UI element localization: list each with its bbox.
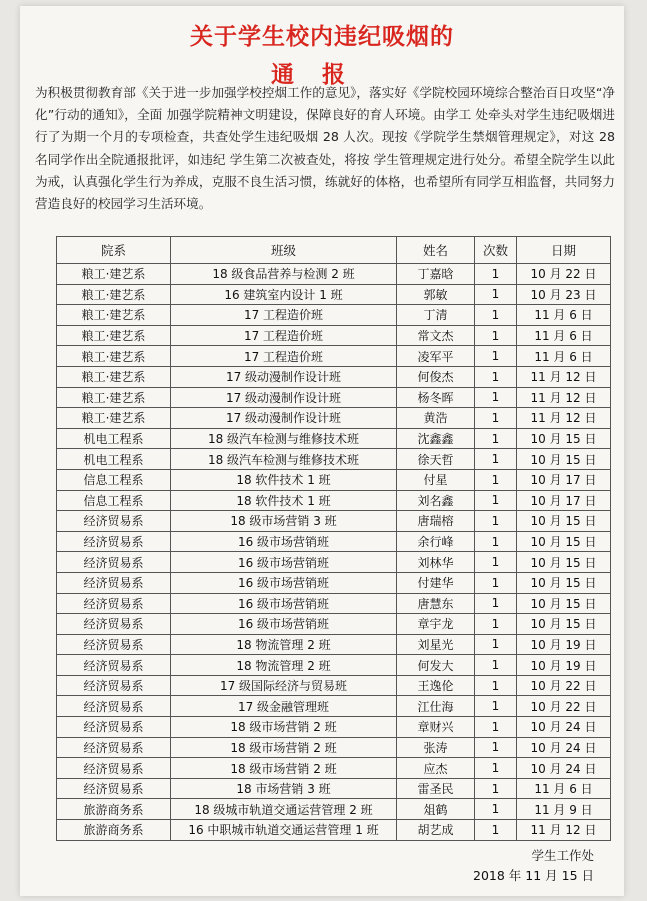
cell-class: 16 级市场营销班	[171, 593, 397, 614]
cell-count: 1	[475, 799, 517, 820]
cell-class: 17 工程造价班	[171, 305, 397, 326]
cell-date: 10 月 15 日	[517, 552, 611, 573]
header-count: 次数	[475, 237, 517, 264]
cell-count: 1	[475, 593, 517, 614]
table-row	[57, 428, 611, 449]
table-row	[57, 305, 611, 326]
table-row	[57, 366, 611, 387]
signature-block	[473, 846, 594, 886]
cell-class: 16 级市场营销班	[171, 531, 397, 552]
cell-department: 经济贸易系	[57, 614, 171, 635]
cell-count: 1	[475, 305, 517, 326]
cell-date: 10 月 19 日	[517, 655, 611, 676]
cell-department: 粮工·建艺系	[57, 346, 171, 367]
cell-count: 1	[475, 449, 517, 470]
cell-name: 付星	[397, 469, 475, 490]
cell-department: 粮工·建艺系	[57, 325, 171, 346]
table-row	[57, 634, 611, 655]
cell-department: 经济贸易系	[57, 593, 171, 614]
table-row	[57, 737, 611, 758]
signature-org: 学生工作处	[531, 848, 594, 863]
cell-name: 雷圣民	[397, 778, 475, 799]
header-department: 院系	[57, 237, 171, 264]
cell-department: 经济贸易系	[57, 758, 171, 779]
table-row	[57, 552, 611, 573]
cell-class: 17 级动漫制作设计班	[171, 387, 397, 408]
cell-date: 11 月 12 日	[517, 820, 611, 841]
cell-class: 17 工程造价班	[171, 346, 397, 367]
cell-date: 10 月 22 日	[517, 696, 611, 717]
cell-date: 11 月 12 日	[517, 387, 611, 408]
cell-name: 章财兴	[397, 717, 475, 738]
cell-name: 刘林华	[397, 552, 475, 573]
cell-date: 10 月 15 日	[517, 614, 611, 635]
cell-date: 10 月 23 日	[517, 284, 611, 305]
table-row	[57, 490, 611, 511]
cell-date: 10 月 15 日	[517, 449, 611, 470]
cell-department: 经济贸易系	[57, 675, 171, 696]
cell-count: 1	[475, 614, 517, 635]
cell-class: 18 级城市轨道交通运营管理 2 班	[171, 799, 397, 820]
table-row	[57, 264, 611, 285]
cell-class: 18 市场营销 3 班	[171, 778, 397, 799]
cell-date: 10 月 22 日	[517, 264, 611, 285]
cell-name: 刘名鑫	[397, 490, 475, 511]
cell-name: 俎鹤	[397, 799, 475, 820]
cell-count: 1	[475, 696, 517, 717]
cell-class: 18 级汽车检测与维修技术班	[171, 428, 397, 449]
table-row	[57, 346, 611, 367]
cell-count: 1	[475, 572, 517, 593]
cell-class: 18 级市场营销 2 班	[171, 717, 397, 738]
cell-count: 1	[475, 428, 517, 449]
cell-name: 沈鑫鑫	[397, 428, 475, 449]
cell-department: 经济贸易系	[57, 778, 171, 799]
cell-department: 经济贸易系	[57, 572, 171, 593]
table-row	[57, 799, 611, 820]
table-row	[57, 675, 611, 696]
header-class: 班级	[171, 237, 397, 264]
cell-count: 1	[475, 346, 517, 367]
cell-count: 1	[475, 284, 517, 305]
cell-count: 1	[475, 778, 517, 799]
cell-name: 江仕海	[397, 696, 475, 717]
cell-date: 11 月 6 日	[517, 778, 611, 799]
cell-class: 18 物流管理 2 班	[171, 634, 397, 655]
cell-name: 凌军平	[397, 346, 475, 367]
cell-department: 经济贸易系	[57, 655, 171, 676]
cell-date: 10 月 19 日	[517, 634, 611, 655]
cell-department: 经济贸易系	[57, 717, 171, 738]
cell-class: 18 级市场营销 2 班	[171, 737, 397, 758]
table-row	[57, 696, 611, 717]
cell-date: 10 月 24 日	[517, 717, 611, 738]
notice-subtitle: 通报	[271, 62, 373, 88]
table-row	[57, 717, 611, 738]
cell-date: 11 月 12 日	[517, 366, 611, 387]
cell-count: 1	[475, 655, 517, 676]
cell-department: 粮工·建艺系	[57, 284, 171, 305]
cell-count: 1	[475, 737, 517, 758]
cell-name: 杨冬晖	[397, 387, 475, 408]
cell-department: 信息工程系	[57, 469, 171, 490]
cell-count: 1	[475, 490, 517, 511]
table-row	[57, 284, 611, 305]
cell-name: 张涛	[397, 737, 475, 758]
cell-name: 何发大	[397, 655, 475, 676]
cell-name: 丁清	[397, 305, 475, 326]
cell-department: 经济贸易系	[57, 531, 171, 552]
cell-date: 10 月 17 日	[517, 490, 611, 511]
cell-date: 10 月 15 日	[517, 511, 611, 532]
cell-count: 1	[475, 469, 517, 490]
header-date: 日期	[517, 237, 611, 264]
cell-name: 郭敏	[397, 284, 475, 305]
cell-count: 1	[475, 408, 517, 429]
cell-name: 应杰	[397, 758, 475, 779]
cell-date: 11 月 9 日	[517, 799, 611, 820]
cell-department: 粮工·建艺系	[57, 387, 171, 408]
cell-date: 10 月 15 日	[517, 428, 611, 449]
table-row	[57, 531, 611, 552]
cell-class: 17 级动漫制作设计班	[171, 366, 397, 387]
cell-count: 1	[475, 325, 517, 346]
cell-name: 付建华	[397, 572, 475, 593]
table-row	[57, 572, 611, 593]
cell-date: 10 月 24 日	[517, 737, 611, 758]
cell-class: 16 建筑室内设计 1 班	[171, 284, 397, 305]
cell-class: 17 级动漫制作设计班	[171, 408, 397, 429]
notice-body-text: 为积极贯彻教育部《关于进一步加强学校控烟工作的意见》，落实好《学院校园环境综合整治百日攻坚“净化”行动的通知》，全面 加强学院精神文明建设，保障良好的育人环境。由学工 处牵头对学生违纪吸烟进行了为期一个月的专项检查，共查处学生违纪吸烟 28 人次。现按《学院学生禁烟管理规定》，对这 28 名同学作出全院通报批评，如违纪 学生第二次被查处，将按 学生管理规定进行处分。希望全院学生以此为戒，认真强化学生行为养成，克服不良生活习惯，练就好的体格，也希望所有同学互相监督，共同努力营造良好的校园学习生活环境。	[35, 85, 615, 212]
cell-name: 丁嘉晗	[397, 264, 475, 285]
cell-date: 11 月 6 日	[517, 305, 611, 326]
table-row	[57, 614, 611, 635]
table-body	[57, 264, 611, 841]
cell-class: 16 级市场营销班	[171, 572, 397, 593]
cell-class: 17 级金融管理班	[171, 696, 397, 717]
cell-class: 18 软件技术 1 班	[171, 469, 397, 490]
cell-name: 王逸伦	[397, 675, 475, 696]
table-row	[57, 511, 611, 532]
cell-department: 旅游商务系	[57, 799, 171, 820]
cell-count: 1	[475, 511, 517, 532]
notice-poster	[20, 6, 624, 896]
cell-class: 16 级市场营销班	[171, 614, 397, 635]
table-row	[57, 449, 611, 470]
cell-department: 信息工程系	[57, 490, 171, 511]
cell-department: 经济贸易系	[57, 696, 171, 717]
cell-name: 章宇龙	[397, 614, 475, 635]
cell-date: 11 月 12 日	[517, 408, 611, 429]
cell-name: 胡艺成	[397, 820, 475, 841]
table-row	[57, 469, 611, 490]
cell-count: 1	[475, 387, 517, 408]
cell-department: 经济贸易系	[57, 511, 171, 532]
cell-date: 10 月 22 日	[517, 675, 611, 696]
cell-department: 经济贸易系	[57, 634, 171, 655]
cell-name: 常文杰	[397, 325, 475, 346]
cell-department: 粮工·建艺系	[57, 408, 171, 429]
violation-table	[56, 236, 611, 841]
cell-count: 1	[475, 717, 517, 738]
cell-date: 11 月 6 日	[517, 325, 611, 346]
table-row	[57, 820, 611, 841]
table-row	[57, 387, 611, 408]
table-row	[57, 325, 611, 346]
cell-date: 10 月 24 日	[517, 758, 611, 779]
cell-count: 1	[475, 634, 517, 655]
table-row	[57, 758, 611, 779]
cell-department: 粮工·建艺系	[57, 366, 171, 387]
cell-department: 旅游商务系	[57, 820, 171, 841]
cell-class: 18 物流管理 2 班	[171, 655, 397, 676]
header-name: 姓名	[397, 237, 475, 264]
cell-count: 1	[475, 820, 517, 841]
cell-count: 1	[475, 675, 517, 696]
cell-name: 唐慧东	[397, 593, 475, 614]
signature-date: 2018 年 11 月 15 日	[473, 868, 594, 883]
cell-department: 粮工·建艺系	[57, 264, 171, 285]
cell-class: 18 级汽车检测与维修技术班	[171, 449, 397, 470]
cell-name: 黄浩	[397, 408, 475, 429]
cell-class: 18 级食品营养与检测 2 班	[171, 264, 397, 285]
cell-name: 唐瑞榕	[397, 511, 475, 532]
cell-class: 18 软件技术 1 班	[171, 490, 397, 511]
cell-name: 余行峰	[397, 531, 475, 552]
cell-department: 机电工程系	[57, 428, 171, 449]
cell-class: 17 工程造价班	[171, 325, 397, 346]
table-row	[57, 655, 611, 676]
cell-department: 经济贸易系	[57, 552, 171, 573]
cell-date: 11 月 6 日	[517, 346, 611, 367]
cell-name: 刘星光	[397, 634, 475, 655]
cell-date: 10 月 15 日	[517, 593, 611, 614]
cell-name: 何俊杰	[397, 366, 475, 387]
cell-class: 16 级市场营销班	[171, 552, 397, 573]
cell-count: 1	[475, 552, 517, 573]
table-header-row	[57, 237, 611, 264]
cell-count: 1	[475, 758, 517, 779]
cell-department: 机电工程系	[57, 449, 171, 470]
cell-department: 经济贸易系	[57, 737, 171, 758]
table-row	[57, 778, 611, 799]
cell-count: 1	[475, 264, 517, 285]
cell-class: 17 级国际经济与贸易班	[171, 675, 397, 696]
cell-department: 粮工·建艺系	[57, 305, 171, 326]
table-row	[57, 408, 611, 429]
cell-name: 徐天哲	[397, 449, 475, 470]
cell-count: 1	[475, 531, 517, 552]
cell-date: 10 月 15 日	[517, 572, 611, 593]
cell-date: 10 月 17 日	[517, 469, 611, 490]
cell-class: 18 级市场营销 2 班	[171, 758, 397, 779]
cell-class: 16 中职城市轨道交通运营管理 1 班	[171, 820, 397, 841]
notice-title: 关于学生校内违纪吸烟的	[190, 24, 454, 50]
cell-count: 1	[475, 366, 517, 387]
cell-date: 10 月 15 日	[517, 531, 611, 552]
cell-class: 18 级市场营销 3 班	[171, 511, 397, 532]
table-row	[57, 593, 611, 614]
